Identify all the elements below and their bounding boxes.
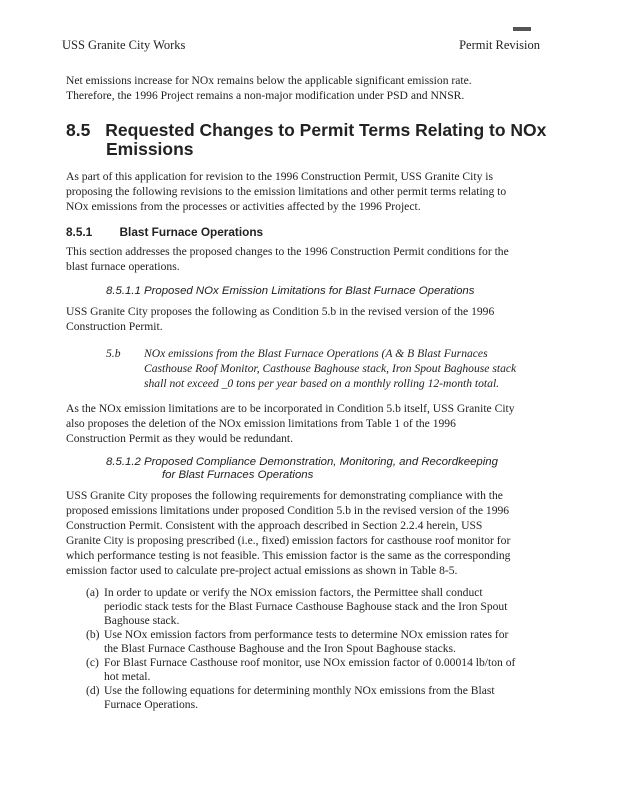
para-line: As the NOx emission limitations are to be incorporated in Condition 5.b itself, USS Granite City	[66, 402, 515, 415]
para-line: which performance testing is not feasible. This emission factor is the same as the corresponding	[66, 549, 511, 562]
para-line: blast furnace operations.	[66, 260, 180, 273]
stamp-mark	[513, 27, 531, 31]
section-title-line2: Emissions	[106, 139, 194, 159]
header-right: Permit Revision	[459, 38, 540, 52]
list-line: Baghouse stack.	[104, 614, 180, 627]
list-line: Furnace Operations.	[104, 698, 199, 711]
intro-line: Therefore, the 1996 Project remains a non-major modification under PSD and NNSR.	[66, 89, 465, 102]
redundancy-paragraph	[66, 401, 566, 446]
requirements-list	[86, 586, 556, 716]
subsection-title: Blast Furnace Operations	[119, 225, 264, 239]
section-title-line1: Requested Changes to Permit Terms Relating to NOx	[105, 120, 547, 140]
list-text	[104, 684, 534, 712]
header-left: USS Granite City Works	[62, 38, 186, 52]
subsection-heading	[66, 225, 263, 239]
para-line: proposed emissions limitations under proposed Condition 5.b in the revised version of the 1996	[66, 504, 510, 517]
subsection-paragraph	[66, 244, 566, 274]
para-line: also proposes the deletion of the NOx emission limitations from Table 1 of the 1996	[66, 417, 456, 430]
list-label: (c)	[86, 656, 99, 669]
para-line: Granite City is proposing prescribed (i.e., fixed) emission factors for casthouse roof monitor for	[66, 534, 511, 547]
section-heading	[66, 120, 546, 140]
para-line: Construction Permit. Consistent with the approach described in Section 2.2.4 herein, USS	[66, 519, 483, 532]
section-paragraph	[66, 169, 566, 214]
para-line: NOx emissions from the processes or activities affected by the 1996 Project.	[66, 200, 421, 213]
subsubsection-heading-1: 8.5.1.1 Proposed NOx Emission Limitations for Blast Furnace Operations	[106, 285, 475, 297]
intro-line: Net emissions increase for NOx remains below the applicable significant emission rate.	[66, 74, 472, 87]
subsubsection-paragraph-1	[66, 304, 566, 334]
list-line: periodic stack tests for the Blast Furnace Casthouse Baghouse stack and the Iron Spout	[104, 600, 508, 613]
para-line: Construction Permit as they would be redundant.	[66, 432, 294, 445]
condition-line: shall not exceed _0 tons per year based on a monthly rolling 12-month total.	[144, 377, 500, 390]
list-line: For Blast Furnace Casthouse roof monitor, use NOx emission factor of 0.00014 lb/ton of	[104, 656, 516, 669]
list-label: (d)	[86, 684, 100, 697]
para-line: As part of this application for revision to the 1996 Construction Permit, USS Granite City is	[66, 170, 493, 183]
para-line: Construction Permit.	[66, 320, 163, 333]
heading-line: 8.5.1.2 Proposed Compliance Demonstration, Monitoring, and Recordkeeping	[106, 456, 498, 468]
para-line: This section addresses the proposed changes to the 1996 Construction Permit conditions for the	[66, 245, 509, 258]
list-text	[104, 586, 534, 628]
subsection-number: 8.5.1	[66, 225, 93, 239]
para-line: USS Granite City proposes the following as Condition 5.b in the revised version of the 1996	[66, 305, 495, 318]
list-line: hot metal.	[104, 670, 151, 683]
list-line: Use the following equations for determining monthly NOx emissions from the Blast	[104, 684, 495, 697]
condition-label: 5.b	[106, 347, 121, 360]
list-label: (a)	[86, 586, 99, 599]
heading-line: for Blast Furnaces Operations	[162, 469, 314, 481]
list-text	[104, 656, 534, 684]
section-number: 8.5	[66, 120, 91, 140]
para-line: proposing the following revisions to the emission limitations and other permit terms relating to	[66, 185, 507, 198]
list-label: (b)	[86, 628, 100, 641]
condition-line: NOx emissions from the Blast Furnace Operations (A & B Blast Furnaces	[144, 347, 488, 360]
condition-line: Casthouse Roof Monitor, Casthouse Baghouse stack, Iron Spout Baghouse stack	[144, 362, 517, 375]
list-line: Use NOx emission factors from performance tests to determine NOx emission rates for	[104, 628, 509, 641]
para-line: emission factor used to calculate pre-project actual emissions as shown in Table 8-5.	[66, 564, 458, 577]
list-text	[104, 628, 534, 656]
para-line: USS Granite City proposes the following requirements for demonstrating compliance with the	[66, 489, 503, 502]
list-line: the Blast Furnace Casthouse Baghouse and the Iron Spout Baghouse stacks.	[104, 642, 456, 655]
subsubsection-heading-2	[106, 456, 498, 482]
list-line: In order to update or verify the NOx emission factors, the Permittee shall conduct	[104, 586, 483, 599]
condition-text	[144, 346, 554, 391]
intro-paragraph	[66, 73, 566, 103]
compliance-paragraph	[66, 488, 566, 578]
